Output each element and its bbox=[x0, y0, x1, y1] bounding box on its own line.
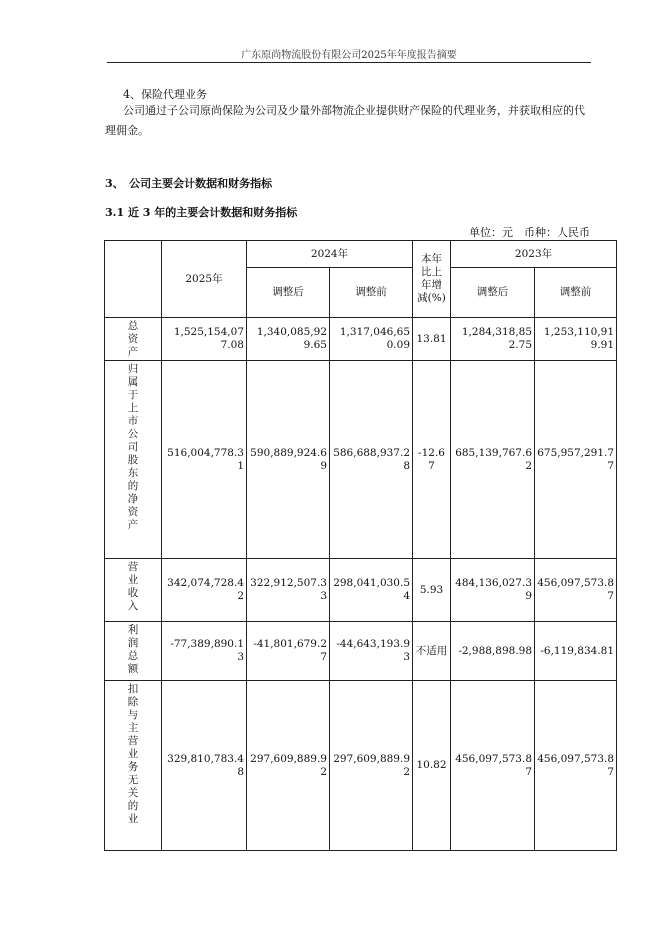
section-3-title: 3、 公司主要会计数据和财务指标 bbox=[105, 177, 273, 190]
table-row bbox=[105, 622, 617, 681]
value-2024-adjusted-before: -44,643,193.93 bbox=[330, 622, 413, 681]
value-2023-adjusted-before: 456,097,573.87 bbox=[535, 681, 617, 851]
row-label: 总资产 bbox=[127, 320, 139, 358]
business-text: 公司通过子公司原尚保险为公司及少量外部物流企业提供财产保险的代理业务，并获取相应的代理佣金。 bbox=[105, 104, 585, 137]
unit-label: 单位：元 币种：人民币 bbox=[469, 226, 590, 239]
header-divider bbox=[107, 62, 591, 63]
value-2025: 342,074,728.42 bbox=[162, 559, 247, 622]
financial-indicators-table bbox=[104, 240, 617, 851]
header-2023-adjusted-before: 调整前 bbox=[535, 268, 617, 318]
header-2024-adjusted-before: 调整前 bbox=[330, 268, 413, 318]
row-label: 扣除与主营业务无关的业 bbox=[127, 683, 139, 825]
row-label: 利润总额 bbox=[127, 624, 139, 675]
value-2024-adjusted-before: 298,041,030.54 bbox=[330, 559, 413, 622]
value-2023-adjusted-after: 1,284,318,852.75 bbox=[451, 318, 535, 361]
header-change: 本年比上年增减(%) bbox=[413, 241, 451, 318]
value-change: -12.67 bbox=[413, 361, 451, 559]
value-2024-adjusted-before: 297,609,889.92 bbox=[330, 681, 413, 851]
header-2025: 2025年 bbox=[162, 241, 247, 318]
value-change: 5.93 bbox=[413, 559, 451, 622]
row-label: 归属于上市公司股东的净资产 bbox=[127, 363, 139, 531]
table-row bbox=[105, 559, 617, 622]
value-2023-adjusted-after: 685,139,767.62 bbox=[451, 361, 535, 559]
value-2025: 516,004,778.31 bbox=[162, 361, 247, 559]
page-header: 广东原尚物流股份有限公司2025年年度报告摘要 bbox=[241, 50, 457, 61]
value-2024-adjusted-after: 590,889,924.69 bbox=[247, 361, 330, 559]
table-row bbox=[105, 681, 617, 851]
header-2024-adjusted-after: 调整后 bbox=[247, 268, 330, 318]
header-2023-adjusted-after: 调整后 bbox=[451, 268, 535, 318]
value-change: 13.81 bbox=[413, 318, 451, 361]
value-2024-adjusted-before: 1,317,046,650.09 bbox=[330, 318, 413, 361]
value-2023-adjusted-before: 675,957,291.77 bbox=[535, 361, 617, 559]
value-2024-adjusted-after: 322,912,507.33 bbox=[247, 559, 330, 622]
value-2023-adjusted-after: 456,097,573.87 bbox=[451, 681, 535, 851]
value-change: 不适用 bbox=[413, 622, 451, 681]
value-2023-adjusted-after: -2,988,898.98 bbox=[451, 622, 535, 681]
value-2024-adjusted-before: 586,688,937.28 bbox=[330, 361, 413, 559]
value-change: 10.82 bbox=[413, 681, 451, 851]
value-2023-adjusted-before: 456,097,573.87 bbox=[535, 559, 617, 622]
value-2023-adjusted-after: 484,136,027.39 bbox=[451, 559, 535, 622]
value-2023-adjusted-before: -6,119,834.81 bbox=[535, 622, 617, 681]
value-2023-adjusted-before: 1,253,110,919.91 bbox=[535, 318, 617, 361]
table-row bbox=[105, 361, 617, 559]
value-2025: 1,525,154,077.08 bbox=[162, 318, 247, 361]
header-2024: 2024年 bbox=[247, 241, 413, 268]
row-label: 营业收入 bbox=[127, 561, 139, 612]
value-2024-adjusted-after: -41,801,679.27 bbox=[247, 622, 330, 681]
header-2023: 2023年 bbox=[451, 241, 617, 268]
value-2025: -77,389,890.13 bbox=[162, 622, 247, 681]
value-2024-adjusted-after: 297,609,889.92 bbox=[247, 681, 330, 851]
section-3-1-title: 3.1 近 3 年的主要会计数据和财务指标 bbox=[105, 206, 298, 219]
value-2025: 329,810,783.48 bbox=[162, 681, 247, 851]
value-2024-adjusted-after: 1,340,085,929.65 bbox=[247, 318, 330, 361]
corner-cell bbox=[105, 241, 162, 318]
business-heading: 4、保险代理业务 bbox=[123, 88, 207, 101]
table-row bbox=[105, 318, 617, 361]
